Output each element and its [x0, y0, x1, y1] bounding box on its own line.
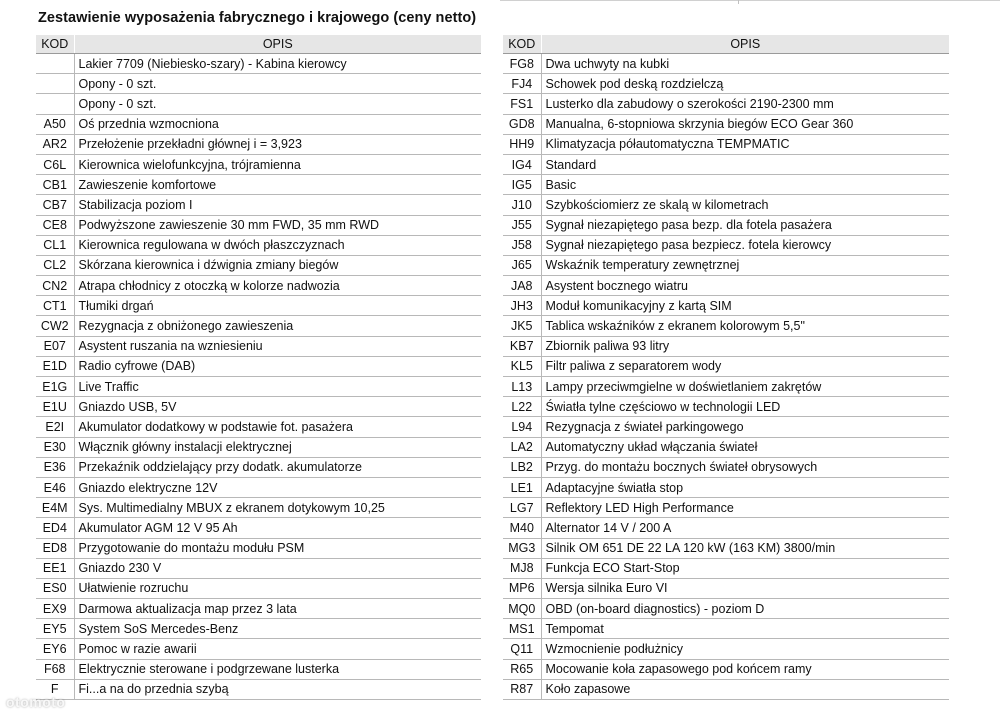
table-row	[36, 578, 481, 598]
description-cell: Gniazdo USB, 5V	[74, 397, 481, 417]
code-cell: CL1	[36, 235, 74, 255]
description-cell: Radio cyfrowe (DAB)	[74, 356, 481, 376]
table-row	[503, 639, 949, 659]
description-cell: Gniazdo elektryczne 12V	[74, 477, 481, 497]
table-row	[36, 356, 481, 376]
table-row	[36, 599, 481, 619]
table-row	[503, 477, 949, 497]
description-cell: Kierownica regulowana w dwóch płaszczyznach	[74, 235, 481, 255]
description-cell: Wskaźnik temperatury zewnętrznej	[541, 255, 949, 275]
table-row	[36, 377, 481, 397]
description-cell: Przyg. do montażu bocznych świateł obrysowych	[541, 457, 949, 477]
code-cell: GD8	[503, 114, 541, 134]
code-cell: J10	[503, 195, 541, 215]
code-cell: EX9	[36, 599, 74, 619]
description-cell: Tablica wskaźników z ekranem kolorowym 5,5"	[541, 316, 949, 336]
watermark-logo: otomoto	[6, 694, 66, 710]
table-row	[36, 114, 481, 134]
description-cell: Koło zapasowe	[541, 679, 949, 699]
table-row	[36, 619, 481, 639]
table-row	[503, 94, 949, 114]
table-row	[36, 457, 481, 477]
column-header-kod: KOD	[503, 35, 541, 54]
description-cell: Pomoc w razie awarii	[74, 639, 481, 659]
table-row	[36, 276, 481, 296]
code-cell: A50	[36, 114, 74, 134]
code-cell: J55	[503, 215, 541, 235]
code-cell: ED8	[36, 538, 74, 558]
table-row	[503, 296, 949, 316]
table-row	[36, 255, 481, 275]
description-cell: Skórzana kierownica i dźwignia zmiany biegów	[74, 255, 481, 275]
table-row	[503, 518, 949, 538]
code-cell: LA2	[503, 437, 541, 457]
code-cell	[36, 54, 74, 74]
table-row	[503, 659, 949, 679]
description-cell: Sygnał niezapiętego pasa bezpiecz. fotela kierowcy	[541, 235, 949, 255]
description-cell: Sys. Multimedialny MBUX z ekranem dotykowym 10,25	[74, 498, 481, 518]
table-row	[503, 558, 949, 578]
code-cell: MJ8	[503, 558, 541, 578]
table-row	[503, 336, 949, 356]
table-row	[36, 54, 481, 74]
table-row	[36, 94, 481, 114]
code-cell: F	[36, 679, 74, 699]
code-cell: CB7	[36, 195, 74, 215]
table-row	[503, 498, 949, 518]
description-cell: OBD (on-board diagnostics) - poziom D	[541, 599, 949, 619]
description-cell: Gniazdo 230 V	[74, 558, 481, 578]
description-cell: Alternator 14 V / 200 A	[541, 518, 949, 538]
code-cell: ED4	[36, 518, 74, 538]
description-cell: Kierownica wielofunkcyjna, trójramienna	[74, 154, 481, 174]
table-row	[503, 679, 949, 699]
description-cell: Live Traffic	[74, 377, 481, 397]
table-row	[503, 276, 949, 296]
table-row	[503, 175, 949, 195]
table-row	[36, 437, 481, 457]
code-cell: Q11	[503, 639, 541, 659]
description-cell: Oś przednia wzmocniona	[74, 114, 481, 134]
code-cell: ES0	[36, 578, 74, 598]
code-cell: J65	[503, 255, 541, 275]
code-cell: EE1	[36, 558, 74, 578]
code-cell: MQ0	[503, 599, 541, 619]
code-cell	[36, 74, 74, 94]
table-header-row	[36, 35, 481, 54]
column-header-kod: KOD	[36, 35, 74, 54]
description-cell: Wersja silnika Euro VI	[541, 578, 949, 598]
code-cell: R87	[503, 679, 541, 699]
code-cell: LB2	[503, 457, 541, 477]
table-row	[36, 336, 481, 356]
table-row	[503, 457, 949, 477]
table-row	[36, 679, 481, 699]
description-cell: Reflektory LED High Performance	[541, 498, 949, 518]
code-cell: MG3	[503, 538, 541, 558]
table-row	[503, 235, 949, 255]
table-row	[36, 639, 481, 659]
table-row	[36, 477, 481, 497]
code-cell: R65	[503, 659, 541, 679]
description-cell: Silnik OM 651 DE 22 LA 120 kW (163 KM) 3800/min	[541, 538, 949, 558]
description-cell: Stabilizacja poziom I	[74, 195, 481, 215]
description-cell: Automatyczny układ włączania świateł	[541, 437, 949, 457]
code-cell: LE1	[503, 477, 541, 497]
description-cell: Elektrycznie sterowane i podgrzewane lusterka	[74, 659, 481, 679]
code-cell: KL5	[503, 356, 541, 376]
top-border-tick	[738, 0, 739, 4]
table-row	[36, 296, 481, 316]
code-cell: E1G	[36, 377, 74, 397]
code-cell: E46	[36, 477, 74, 497]
description-cell: Ułatwienie rozruchu	[74, 578, 481, 598]
top-border-line	[500, 0, 1000, 1]
code-cell: JA8	[503, 276, 541, 296]
description-cell: Atrapa chłodnicy z otoczką w kolorze nadwozia	[74, 276, 481, 296]
code-cell: AR2	[36, 134, 74, 154]
description-cell: Tempomat	[541, 619, 949, 639]
code-cell: C6L	[36, 154, 74, 174]
code-cell: JK5	[503, 316, 541, 336]
description-cell: System SoS Mercedes-Benz	[74, 619, 481, 639]
code-cell: HH9	[503, 134, 541, 154]
description-cell: Przygotowanie do montażu modułu PSM	[74, 538, 481, 558]
description-cell: Akumulator dodatkowy w podstawie fot. pasażera	[74, 417, 481, 437]
code-cell: EY6	[36, 639, 74, 659]
equipment-table-right	[503, 35, 949, 700]
table-row	[503, 377, 949, 397]
code-cell	[36, 94, 74, 114]
table-row	[36, 538, 481, 558]
table-row	[36, 659, 481, 679]
description-cell: Sygnał niezapiętego pasa bezp. dla fotela pasażera	[541, 215, 949, 235]
table-body-right	[503, 54, 949, 700]
description-cell: Szybkościomierz ze skalą w kilometrach	[541, 195, 949, 215]
description-cell: Asystent bocznego wiatru	[541, 276, 949, 296]
description-cell: Włącznik główny instalacji elektrycznej	[74, 437, 481, 457]
code-cell: J58	[503, 235, 541, 255]
code-cell: M40	[503, 518, 541, 538]
code-cell: E2I	[36, 417, 74, 437]
code-cell: FJ4	[503, 74, 541, 94]
description-cell: Basic	[541, 175, 949, 195]
table-row	[503, 417, 949, 437]
description-cell: Zbiornik paliwa 93 litry	[541, 336, 949, 356]
code-cell: E1U	[36, 397, 74, 417]
table-row	[503, 538, 949, 558]
description-cell: Fi...a na do przednia szybą	[74, 679, 481, 699]
code-cell: JH3	[503, 296, 541, 316]
code-cell: FS1	[503, 94, 541, 114]
code-cell: CE8	[36, 215, 74, 235]
table-row	[36, 558, 481, 578]
table-row	[503, 74, 949, 94]
description-cell: Filtr paliwa z separatorem wody	[541, 356, 949, 376]
description-cell: Darmowa aktualizacja map przez 3 lata	[74, 599, 481, 619]
code-cell: MP6	[503, 578, 541, 598]
description-cell: Podwyższone zawieszenie 30 mm FWD, 35 mm RWD	[74, 215, 481, 235]
code-cell: LG7	[503, 498, 541, 518]
code-cell: FG8	[503, 54, 541, 74]
table-row	[503, 578, 949, 598]
code-cell: L22	[503, 397, 541, 417]
code-cell: CT1	[36, 296, 74, 316]
description-cell: Rezygnacja z obniżonego zawieszenia	[74, 316, 481, 336]
table-row	[503, 54, 949, 74]
table-row	[503, 114, 949, 134]
table-row	[36, 397, 481, 417]
description-cell: Mocowanie koła zapasowego pod końcem ramy	[541, 659, 949, 679]
code-cell: E36	[36, 457, 74, 477]
code-cell: L13	[503, 377, 541, 397]
description-cell: Asystent ruszania na wzniesieniu	[74, 336, 481, 356]
code-cell: CL2	[36, 255, 74, 275]
table-row	[503, 397, 949, 417]
description-cell: Schowek pod deską rozdzielczą	[541, 74, 949, 94]
table-row	[503, 154, 949, 174]
code-cell: CN2	[36, 276, 74, 296]
code-cell: L94	[503, 417, 541, 437]
table-row	[36, 215, 481, 235]
code-cell: CW2	[36, 316, 74, 336]
table-row	[36, 74, 481, 94]
table-body-left	[36, 54, 481, 700]
code-cell: KB7	[503, 336, 541, 356]
document-title: Zestawienie wyposażenia fabrycznego i krajowego (ceny netto)	[38, 10, 477, 26]
description-cell: Przełożenie przekładni głównej i = 3,923	[74, 134, 481, 154]
description-cell: Rezygnacja z świateł parkingowego	[541, 417, 949, 437]
code-cell: MS1	[503, 619, 541, 639]
description-cell: Tłumiki drgań	[74, 296, 481, 316]
table-row	[36, 316, 481, 336]
description-cell: Wzmocnienie podłużnicy	[541, 639, 949, 659]
description-cell: Akumulator AGM 12 V 95 Ah	[74, 518, 481, 538]
description-cell: Funkcja ECO Start-Stop	[541, 558, 949, 578]
table-row	[503, 437, 949, 457]
table-row	[36, 235, 481, 255]
table-row	[503, 599, 949, 619]
code-cell: E30	[36, 437, 74, 457]
description-cell: Zawieszenie komfortowe	[74, 175, 481, 195]
code-cell: IG5	[503, 175, 541, 195]
table-row	[36, 498, 481, 518]
table-row	[503, 215, 949, 235]
table-row	[36, 417, 481, 437]
description-cell: Moduł komunikacyjny z kartą SIM	[541, 296, 949, 316]
table-header-row	[503, 35, 949, 54]
description-cell: Opony - 0 szt.	[74, 74, 481, 94]
code-cell: IG4	[503, 154, 541, 174]
description-cell: Standard	[541, 154, 949, 174]
column-header-opis: OPIS	[74, 35, 481, 54]
column-header-opis: OPIS	[541, 35, 949, 54]
table-row	[503, 255, 949, 275]
description-cell: Adaptacyjne światła stop	[541, 477, 949, 497]
code-cell: E1D	[36, 356, 74, 376]
equipment-table-left	[36, 35, 481, 700]
description-cell: Przekaźnik oddzielający przy dodatk. akumulatorze	[74, 457, 481, 477]
description-cell: Opony - 0 szt.	[74, 94, 481, 114]
description-cell: Klimatyzacja półautomatyczna TEMPMATIC	[541, 134, 949, 154]
table-row	[503, 619, 949, 639]
table-row	[36, 154, 481, 174]
table-row	[503, 195, 949, 215]
table-row	[36, 195, 481, 215]
table-row	[503, 316, 949, 336]
description-cell: Lakier 7709 (Niebiesko-szary) - Kabina kierowcy	[74, 54, 481, 74]
code-cell: CB1	[36, 175, 74, 195]
table-row	[36, 175, 481, 195]
description-cell: Światła tylne częściowo w technologii LED	[541, 397, 949, 417]
code-cell: F68	[36, 659, 74, 679]
code-cell: EY5	[36, 619, 74, 639]
table-row	[36, 134, 481, 154]
table-row	[36, 518, 481, 538]
code-cell: E4M	[36, 498, 74, 518]
description-cell: Dwa uchwyty na kubki	[541, 54, 949, 74]
table-row	[503, 356, 949, 376]
description-cell: Lusterko dla zabudowy o szerokości 2190-2300 mm	[541, 94, 949, 114]
table-row	[503, 134, 949, 154]
description-cell: Manualna, 6-stopniowa skrzynia biegów ECO Gear 360	[541, 114, 949, 134]
description-cell: Lampy przeciwmgielne w doświetlaniem zakrętów	[541, 377, 949, 397]
code-cell: E07	[36, 336, 74, 356]
